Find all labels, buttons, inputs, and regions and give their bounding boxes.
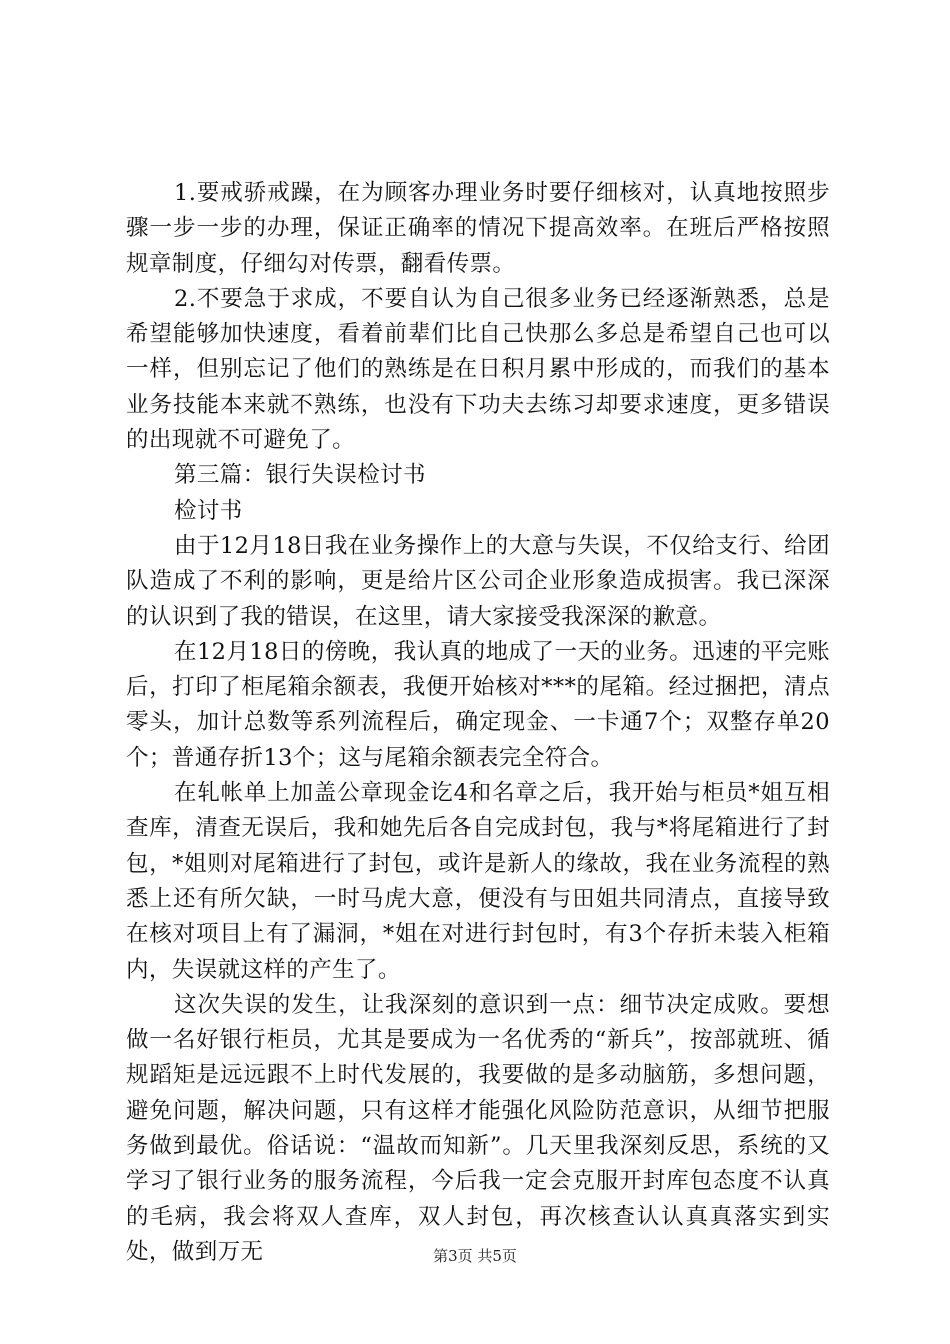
paragraph-evening-check: 在12月18日的傍晚，我认真的地成了一天的业务。迅速的平完账后，打印了柜尾箱余额表，我便开始核对***的尾箱。经过捆把，清点零头，加计总数等系列流程后，确定现金、一卡通7个；双整存单20个；普通存折13个；这与尾箱余额表完全符合。 <box>126 638 830 771</box>
section-heading: 第三篇：银行失误检讨书 <box>174 462 426 489</box>
paragraph-point-1: 1.要戒骄戒躁，在为顾客办理业务时要仔细核对，认真地按照步骤一步一步的办理，保证正确率的情况下提高效率。在班后严格按照规章制度，仔细勾对传票，翻看传票。 <box>126 180 830 277</box>
paragraph-reflection: 这次失误的发生，让我深刻的意识到一点：细节决定成败。要想做一名好银行柜员，尤其是要成为一名优秀的“新兵”，按部就班、循规蹈矩是远远跟不上时代发展的，我要做的是多动脑筋，多想问题，避免问题，解决问题，只有这样才能强化风险防范意识，从细节把服务做到最优。俗话说：“温故而知新”。几天里我深刻反思，系统的又学习了银行业务的服务流程，今后我一定会克服开封库包态度不认真的毛病，我会将双人查库，双人封包，再次核查认认真真落实到实处，做到万无 <box>126 991 830 1265</box>
document-body <box>126 176 830 1270</box>
paragraph-apology: 由于12月18日我在业务操作上的大意与失误，不仅给支行、给团队造成了不利的影响，更是给片区公司企业形象造成损害。我已深深的认识到了我的错误，在这里，请大家接受我深深的歉意。 <box>126 532 830 630</box>
page-number-footer: 第3页 共5页 <box>433 1247 517 1265</box>
paragraph-sealing: 在轧帐单上加盖公章现金讫4和名章之后，我开始与柜员*姐互相查库，清查无误后，我和她先后各自完成封包，我与*将尾箱进行了封包，*姐则对尾箱进行了封包，或许是新人的缘故，我在业务流程的熟悉上还有所欠缺，一时马虎大意，便没有与田姐共同清点，直接导致在核对项目上有了漏洞，*姐在对进行封包时，有3个存折未装入柜箱内，失误就这样的产生了。 <box>126 780 830 983</box>
paragraph-point-2: 2.不要急于求成，不要自认为自己很多业务已经逐渐熟悉，总是希望能够加快速度，看着前辈们比自己快那么多总是希望自己也可以一样，但别忘记了他们的熟练是在日积月累中形成的，而我们的基本业务技能本来就不熟练，也没有下功夫去练习却要求速度，更多错误的出现就不可避免了。 <box>126 285 830 454</box>
document-title: 检讨书 <box>174 497 243 524</box>
